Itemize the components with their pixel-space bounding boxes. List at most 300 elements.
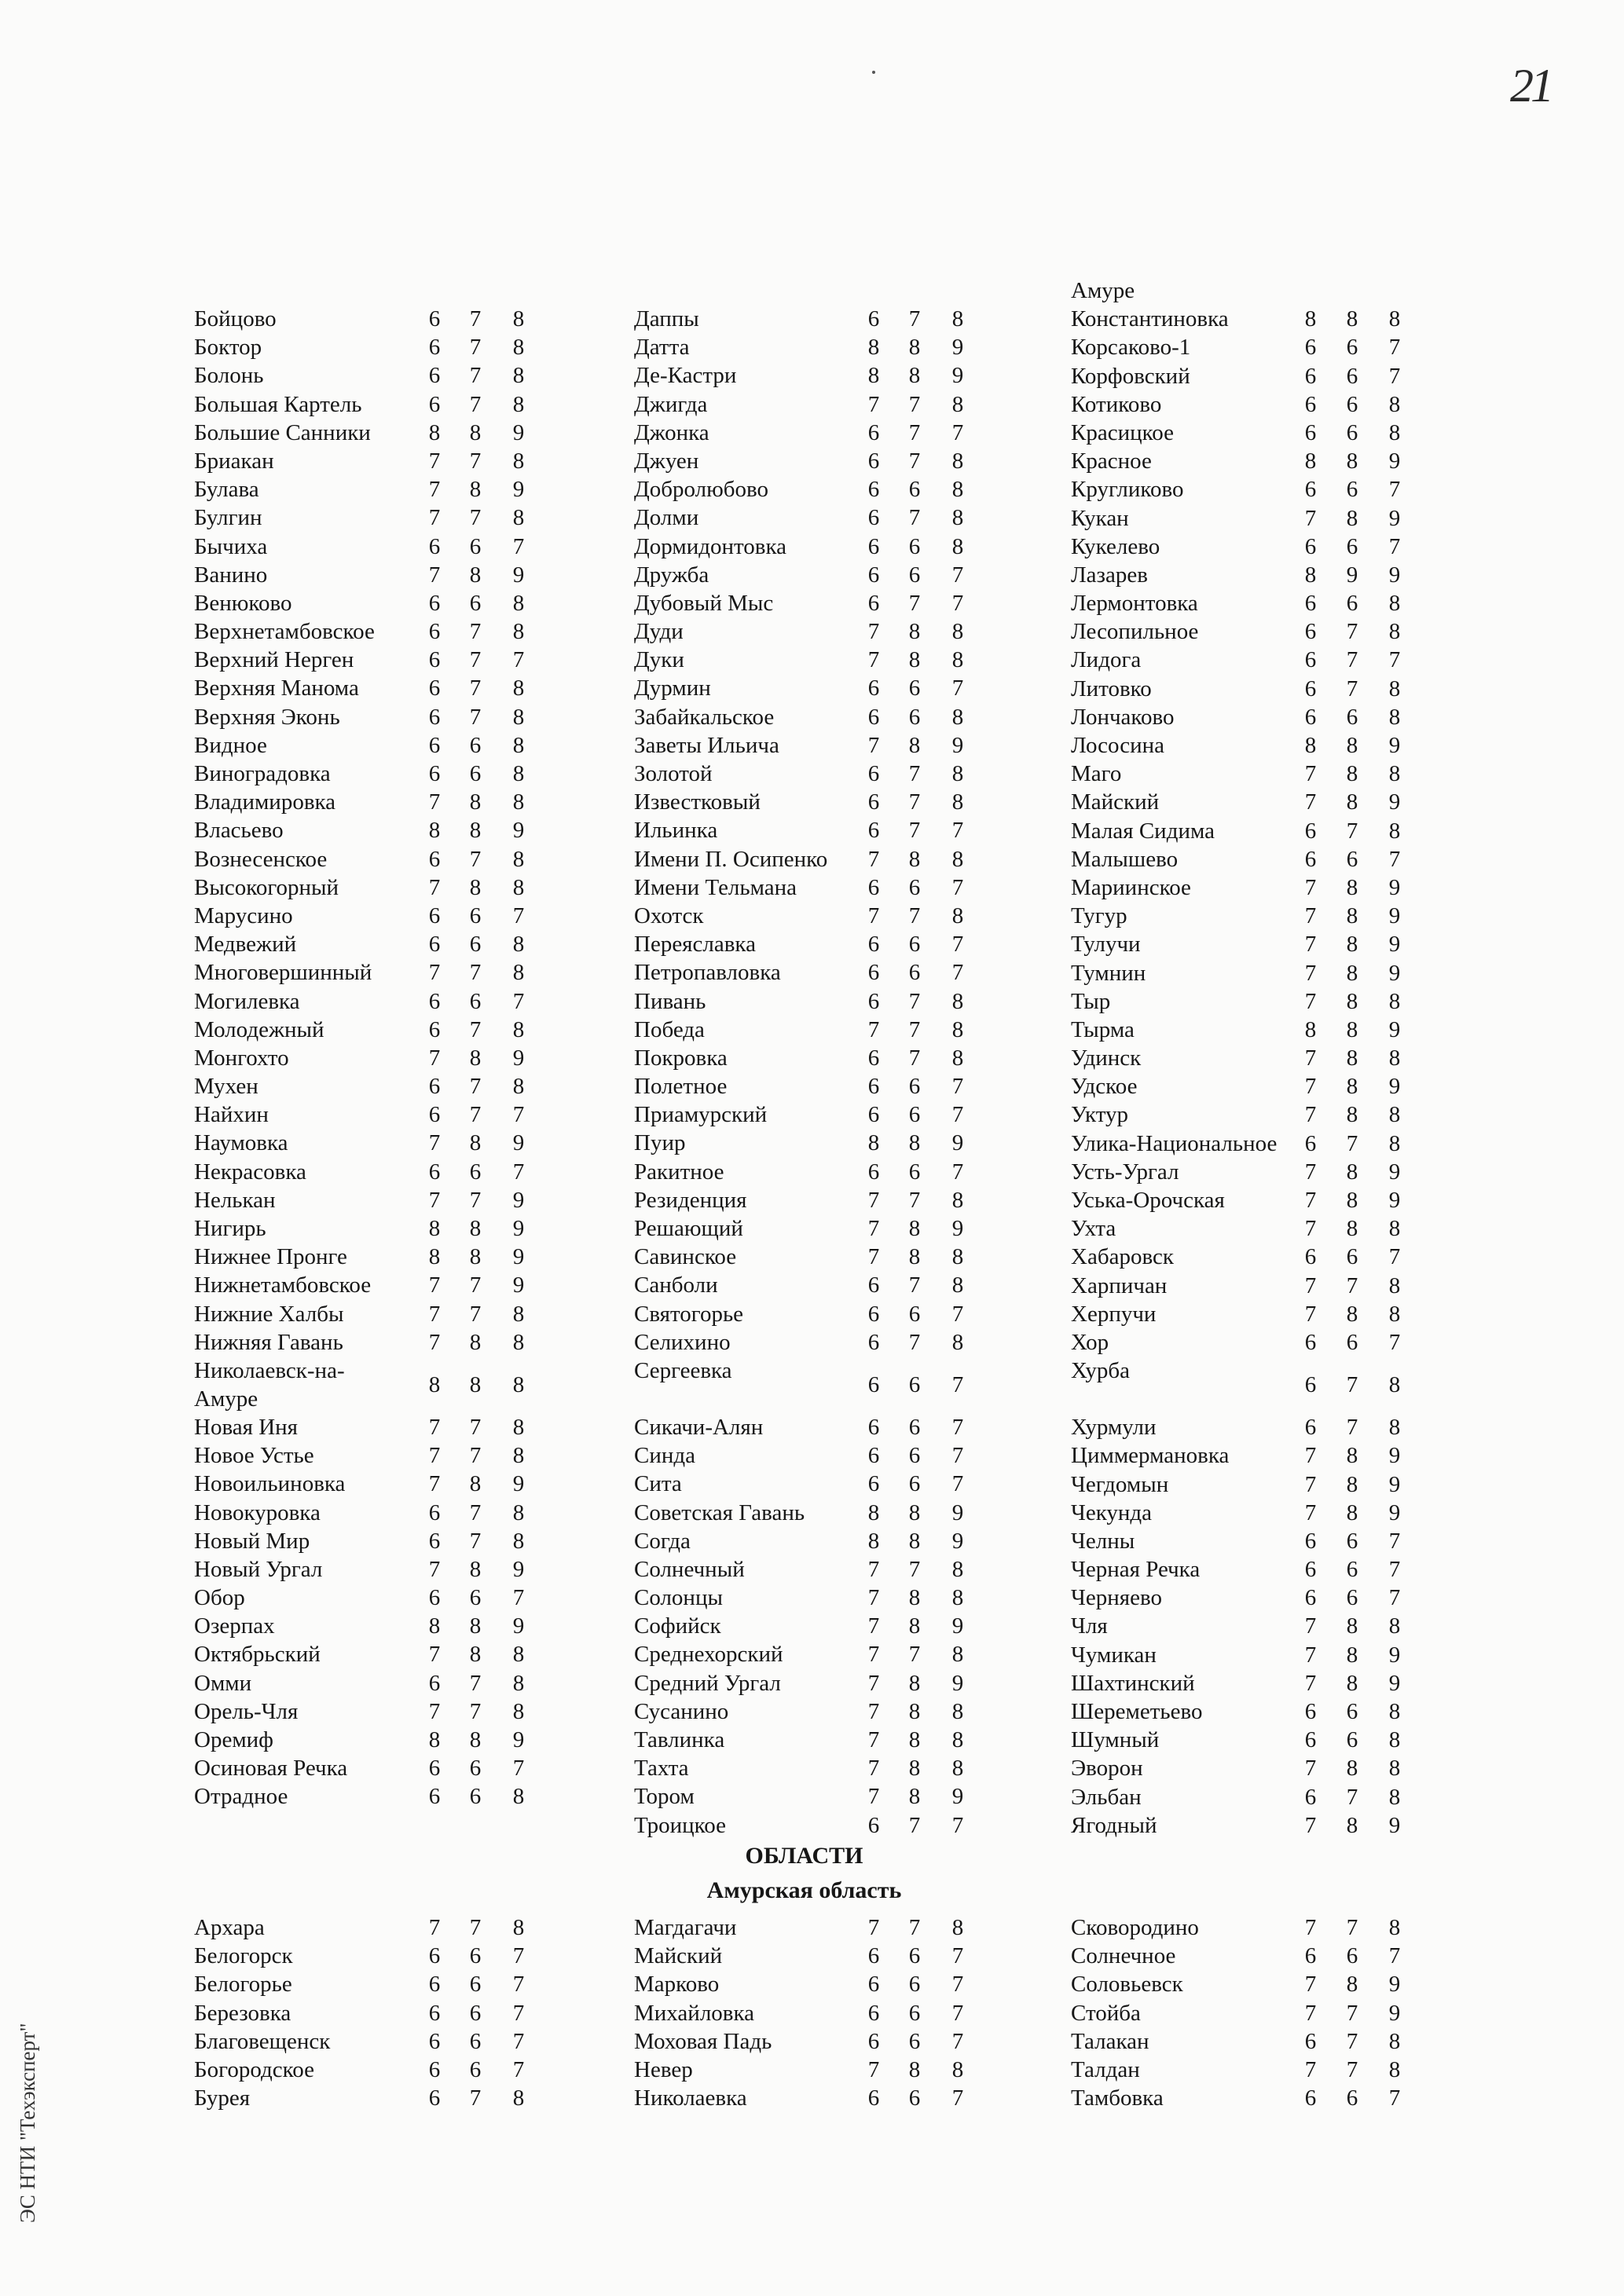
value-1: 7: [1304, 1074, 1317, 1100]
value-2: 6: [1346, 1585, 1358, 1611]
settlement-name: Троицкое: [634, 1812, 726, 1838]
value-2: 7: [908, 1016, 921, 1042]
settlement-name: Селихино: [634, 1329, 731, 1355]
value-3: 8: [512, 448, 525, 474]
value-3: 7: [951, 1074, 964, 1100]
value-3: 9: [1388, 932, 1401, 958]
value-2: 7: [469, 704, 482, 730]
value-2: 8: [1346, 449, 1358, 474]
value-3: 7: [1388, 1557, 1401, 1583]
settlement-name: Многовершинный: [194, 960, 372, 986]
settlement-name: Даппы: [634, 306, 699, 331]
value-1: 6: [1304, 846, 1317, 872]
value-3: 9: [1388, 1159, 1401, 1185]
value-2: 7: [908, 789, 921, 815]
value-2: 6: [1346, 335, 1358, 361]
value-1: 6: [1304, 1557, 1317, 1583]
settlement-name: Бычиха: [194, 533, 268, 559]
value-3: 9: [1388, 562, 1401, 588]
value-3: 9: [512, 1216, 525, 1241]
value-1: 8: [428, 1216, 441, 1241]
settlement-name: Имени П. Осипенко: [634, 846, 828, 872]
value-2: 6: [1346, 1557, 1358, 1583]
value-3: 8: [512, 1329, 525, 1355]
settlement-name: Чегдомын: [1071, 1471, 1169, 1497]
value-1: 6: [428, 1500, 441, 1525]
value-2: 7: [1346, 619, 1358, 645]
value-2: 8: [1346, 1301, 1358, 1327]
settlement-name: Бриакан: [194, 448, 274, 474]
value-3: 9: [951, 1528, 964, 1554]
value-3: 8: [1388, 419, 1401, 445]
settlement-name: Наумовка: [194, 1130, 288, 1156]
value-1: 6: [428, 391, 441, 417]
settlement-name: Власьево: [194, 818, 284, 844]
value-3: 8: [512, 932, 525, 958]
value-2: 7: [1346, 1915, 1358, 1940]
value-2: 8: [469, 1371, 482, 1397]
value-1: 7: [428, 1443, 441, 1469]
settlement-name: Известковый: [634, 789, 761, 815]
settlement-name: Могилевка: [194, 988, 300, 1014]
value-2: 6: [908, 1471, 921, 1497]
value-2: 7: [908, 306, 921, 331]
value-1: 6: [428, 1943, 441, 1969]
value-1: 7: [428, 1130, 441, 1156]
settlement-name: Константиновка: [1071, 306, 1229, 332]
value-1: 7: [1304, 932, 1317, 958]
value-2: 7: [908, 1045, 921, 1071]
value-2: 7: [469, 1500, 482, 1525]
value-2: 8: [469, 1045, 482, 1071]
settlement-name: Николаевск-на-Амуре: [194, 1357, 345, 1412]
value-1: 7: [867, 391, 880, 417]
value-1: 7: [1304, 1972, 1317, 1998]
settlement-name: Удское: [1071, 1074, 1138, 1100]
value-1: 6: [867, 1812, 880, 1838]
value-1: 7: [428, 1414, 441, 1440]
value-2: 7: [1346, 2056, 1358, 2082]
value-3: 9: [512, 818, 525, 844]
value-1: 6: [428, 676, 441, 701]
value-3: 7: [512, 533, 525, 559]
value-2: 6: [1346, 1943, 1358, 1969]
value-2: 8: [469, 1613, 482, 1639]
value-1: 6: [428, 619, 441, 645]
value-1: 8: [428, 1244, 441, 1270]
value-2: 6: [469, 1159, 482, 1185]
value-3: 8: [512, 590, 525, 616]
value-2: 6: [908, 704, 921, 730]
settlement-name: Белогорье: [194, 1972, 292, 1998]
value-3: 8: [512, 505, 525, 531]
settlement-name: Лазарев: [1071, 562, 1148, 588]
value-2: 8: [1346, 874, 1358, 900]
value-3: 7: [512, 988, 525, 1014]
settlement-name: Дормидонтовка: [634, 533, 786, 559]
settlement-name: Архара: [194, 1915, 265, 1940]
value-3: 8: [1388, 1756, 1401, 1782]
value-3: 8: [951, 704, 964, 730]
value-3: 8: [512, 1074, 525, 1100]
value-3: 8: [512, 1698, 525, 1724]
value-2: 6: [1346, 2085, 1358, 2111]
value-1: 6: [867, 761, 880, 786]
value-1: 6: [867, 1074, 880, 1100]
value-2: 7: [908, 419, 921, 445]
value-1: 6: [1304, 1528, 1317, 1554]
value-1: 7: [867, 1670, 880, 1696]
value-2: 8: [1346, 1613, 1358, 1639]
value-1: 6: [428, 732, 441, 758]
settlement-name: Октябрьский: [194, 1642, 321, 1668]
value-3: 8: [512, 732, 525, 758]
settlement-name: Уктур: [1071, 1102, 1128, 1128]
value-1: 7: [428, 1301, 441, 1327]
settlement-name: Синда: [634, 1443, 696, 1469]
value-3: 9: [1388, 903, 1401, 929]
value-3: 7: [951, 818, 964, 844]
value-2: 7: [469, 676, 482, 701]
value-2: 6: [1346, 704, 1358, 730]
value-1: 7: [428, 1187, 441, 1213]
settlement-name: Булгин: [194, 505, 262, 531]
settlement-name: Лидога: [1071, 647, 1142, 673]
value-3: 8: [1388, 306, 1401, 332]
value-1: 6: [867, 562, 880, 588]
settlement-name: Владимировка: [194, 789, 336, 815]
value-3: 8: [951, 1698, 964, 1724]
value-2: 8: [908, 1727, 921, 1752]
value-2: 7: [469, 306, 482, 331]
value-3: 8: [1388, 761, 1401, 787]
value-3: 9: [951, 1784, 964, 1810]
value-3: 7: [1388, 335, 1401, 361]
value-3: 8: [951, 533, 964, 559]
value-2: 8: [908, 1670, 921, 1696]
value-2: 7: [469, 647, 482, 673]
value-1: 6: [428, 335, 441, 361]
section-title: ОБЛАСТИ: [745, 1843, 863, 1869]
value-2: 6: [908, 932, 921, 958]
value-3: 8: [951, 391, 964, 417]
value-2: 8: [469, 1556, 482, 1582]
value-1: 6: [867, 1972, 880, 1998]
settlement-name: Улика-Национальное: [1071, 1130, 1278, 1156]
value-2: 8: [1346, 1443, 1358, 1469]
value-1: 7: [1304, 903, 1317, 929]
value-2: 6: [908, 533, 921, 559]
value-3: 8: [951, 1329, 964, 1355]
settlement-name: Солонцы: [634, 1585, 723, 1611]
settlement-name: Корфовский: [1071, 363, 1190, 389]
value-2: 8: [908, 1784, 921, 1810]
settlement-name: Марково: [634, 1972, 720, 1998]
value-3: 8: [512, 1915, 525, 1940]
value-2: 8: [908, 1613, 921, 1639]
settlement-name: Дубовый Мыс: [634, 590, 774, 616]
value-1: 7: [867, 2056, 880, 2082]
settlement-name: Булава: [194, 477, 259, 503]
value-1: 6: [1304, 1727, 1317, 1753]
value-1: 8: [1304, 562, 1317, 588]
value-2: 8: [469, 789, 482, 815]
settlement-name: Талдан: [1071, 2056, 1140, 2082]
settlement-name: Амуре: [1071, 278, 1135, 303]
value-3: 9: [951, 732, 964, 758]
value-3: 8: [512, 1016, 525, 1042]
value-1: 6: [428, 1670, 441, 1696]
settlement-name: Среднехорский: [634, 1642, 783, 1668]
value-1: 6: [867, 1943, 880, 1969]
value-3: 9: [512, 1471, 525, 1497]
value-3: 9: [1388, 1471, 1401, 1497]
value-2: 8: [469, 1727, 482, 1752]
value-2: 8: [1346, 733, 1358, 758]
value-3: 8: [951, 1642, 964, 1668]
settlement-name: Решающий: [634, 1216, 743, 1241]
settlement-name: Соловьевск: [1071, 1972, 1183, 1998]
value-2: 8: [1346, 1016, 1358, 1042]
value-2: 7: [1346, 1273, 1358, 1298]
settlement-name: Новый Ургал: [194, 1556, 323, 1582]
value-3: 8: [512, 2085, 525, 2111]
value-1: 6: [1304, 533, 1317, 559]
value-1: 6: [1304, 2028, 1317, 2054]
subsection-title: Амурская область: [706, 1877, 902, 1903]
settlement-name: Большие Санники: [194, 419, 371, 445]
value-3: 9: [1388, 449, 1401, 474]
settlement-name: Пуир: [634, 1130, 686, 1156]
value-2: 8: [1346, 1670, 1358, 1696]
settlement-name: Лончаково: [1071, 704, 1175, 730]
value-1: 7: [1304, 789, 1317, 815]
settlement-name: Озерпах: [194, 1613, 275, 1639]
value-1: 7: [867, 1642, 880, 1668]
settlement-name: Магдагачи: [634, 1915, 737, 1940]
value-3: 8: [1388, 1613, 1401, 1639]
settlement-name: Литовко: [1071, 676, 1152, 701]
value-3: 8: [512, 1443, 525, 1469]
value-2: 7: [908, 1187, 921, 1213]
value-3: 7: [1388, 647, 1401, 673]
value-2: 7: [469, 1074, 482, 1100]
value-1: 7: [1304, 1613, 1317, 1639]
settlement-name: Новокуровка: [194, 1500, 321, 1525]
settlement-name: Тулучи: [1071, 932, 1141, 958]
settlement-name: Омми: [194, 1670, 252, 1696]
value-2: 7: [1346, 1130, 1358, 1156]
value-3: 8: [951, 789, 964, 815]
value-3: 8: [1388, 1699, 1401, 1724]
value-2: 6: [1346, 1528, 1358, 1554]
settlement-name: Оремиф: [194, 1727, 273, 1752]
value-2: 7: [908, 1329, 921, 1355]
settlement-name: Резиденция: [634, 1187, 747, 1213]
value-1: 7: [1304, 1216, 1317, 1242]
value-1: 7: [1304, 1471, 1317, 1497]
value-1: 6: [428, 1528, 441, 1554]
value-3: 9: [951, 1216, 964, 1241]
value-1: 6: [867, 1443, 880, 1469]
value-3: 8: [1388, 818, 1401, 844]
value-3: 8: [951, 647, 964, 673]
value-2: 8: [908, 732, 921, 758]
value-1: 7: [1304, 1273, 1317, 1298]
value-2: 6: [469, 1585, 482, 1611]
value-3: 7: [951, 1159, 964, 1185]
value-2: 6: [1346, 1699, 1358, 1724]
value-2: 8: [1346, 960, 1358, 986]
value-1: 6: [428, 704, 441, 730]
value-1: 7: [867, 1585, 880, 1611]
settlement-name: Херпучи: [1071, 1301, 1157, 1327]
value-2: 8: [1346, 1074, 1358, 1100]
settlement-name: Маго: [1071, 761, 1122, 787]
value-1: 6: [428, 647, 441, 673]
value-1: 7: [867, 1727, 880, 1752]
settlement-name: Тугур: [1071, 903, 1127, 929]
value-1: 8: [428, 1727, 441, 1752]
settlement-name: Вознесенское: [194, 846, 328, 872]
value-1: 8: [867, 363, 880, 389]
value-1: 6: [867, 477, 880, 503]
value-1: 7: [867, 1016, 880, 1042]
value-3: 8: [512, 335, 525, 361]
settlement-name: Верхняя Эконь: [194, 704, 340, 730]
value-2: 6: [469, 1756, 482, 1782]
value-3: 8: [512, 1670, 525, 1696]
value-3: 7: [1388, 1585, 1401, 1611]
value-3: 7: [512, 1585, 525, 1611]
value-1: 7: [867, 732, 880, 758]
value-3: 7: [512, 903, 525, 928]
value-1: 6: [867, 704, 880, 730]
settlement-name: Отрадное: [194, 1784, 288, 1810]
value-2: 6: [1346, 477, 1358, 503]
value-3: 8: [512, 704, 525, 730]
value-2: 8: [469, 1216, 482, 1241]
value-1: 6: [1304, 619, 1317, 645]
value-3: 8: [512, 1500, 525, 1525]
value-1: 7: [1304, 1159, 1317, 1185]
settlement-name: Переяславка: [634, 932, 756, 958]
settlement-name: Хурба: [1071, 1358, 1131, 1384]
value-1: 6: [428, 761, 441, 786]
value-2: 7: [469, 391, 482, 417]
value-2: 6: [908, 960, 921, 986]
settlement-name: Кругликово: [1071, 477, 1184, 503]
settlement-name: Сковородино: [1071, 1915, 1199, 1940]
value-1: 6: [867, 1045, 880, 1071]
value-2: 7: [469, 505, 482, 531]
value-1: 7: [428, 1045, 441, 1071]
settlement-name: Дуки: [634, 647, 684, 673]
settlement-name: Циммермановка: [1071, 1443, 1230, 1469]
value-3: 8: [512, 1371, 525, 1397]
value-2: 7: [908, 1642, 921, 1668]
value-3: 8: [951, 1915, 964, 1940]
value-1: 8: [428, 818, 441, 844]
value-2: 7: [469, 619, 482, 645]
value-2: 8: [1346, 1500, 1358, 1525]
value-3: 9: [951, 363, 964, 389]
value-3: 7: [951, 419, 964, 445]
value-2: 7: [908, 448, 921, 474]
value-3: 8: [512, 1301, 525, 1327]
settlement-name: Савинское: [634, 1244, 737, 1270]
value-2: 6: [908, 2028, 921, 2054]
value-1: 6: [867, 2085, 880, 2111]
value-2: 8: [1346, 789, 1358, 815]
value-2: 8: [1346, 1642, 1358, 1668]
settlement-name: Ягодный: [1071, 1812, 1157, 1838]
settlement-name: Ванино: [194, 562, 268, 588]
value-2: 6: [1346, 391, 1358, 417]
value-3: 7: [1388, 846, 1401, 872]
settlement-name: Орель-Чля: [194, 1698, 299, 1724]
settlement-name: Заветы Ильича: [634, 732, 779, 758]
settlement-name: Де-Кастри: [634, 363, 737, 389]
value-1: 6: [867, 2028, 880, 2054]
value-2: 7: [469, 335, 482, 361]
settlement-name: Шумный: [1071, 1727, 1160, 1753]
settlement-name: Нигирь: [194, 1216, 266, 1241]
settlement-name: Мариинское: [1071, 874, 1191, 900]
settlement-name: Бойцово: [194, 306, 277, 331]
settlement-name: Березовка: [194, 2000, 291, 2026]
value-2: 6: [908, 1159, 921, 1185]
value-3: 8: [1388, 704, 1401, 730]
value-1: 7: [428, 1642, 441, 1668]
value-2: 6: [908, 1972, 921, 1998]
value-1: 7: [1304, 1915, 1317, 1940]
value-3: 7: [512, 1972, 525, 1998]
value-1: 6: [867, 874, 880, 900]
value-1: 6: [428, 306, 441, 331]
value-3: 8: [951, 1273, 964, 1298]
value-1: 6: [1304, 1329, 1317, 1355]
settlement-name: Корсаково-1: [1071, 335, 1191, 361]
settlement-name: Добролюбово: [634, 477, 769, 503]
value-1: 7: [867, 1556, 880, 1582]
settlement-name: Черняево: [1071, 1585, 1162, 1611]
value-1: 7: [428, 477, 441, 503]
value-3: 8: [512, 1528, 525, 1554]
settlement-name: Шереметьево: [1071, 1699, 1203, 1724]
value-3: 8: [512, 391, 525, 417]
value-1: 7: [428, 448, 441, 474]
value-1: 7: [1304, 988, 1317, 1014]
value-2: 7: [1346, 647, 1358, 673]
side-stamp: ЭС НТИ "Техэксперт": [16, 2023, 39, 2223]
value-3: 8: [512, 619, 525, 645]
settlement-name: Ухта: [1071, 1216, 1116, 1242]
value-3: 9: [512, 419, 525, 445]
value-1: 7: [428, 960, 441, 986]
value-1: 6: [1304, 591, 1317, 617]
settlement-name: Малышево: [1071, 846, 1179, 872]
value-2: 7: [469, 1187, 482, 1213]
value-2: 8: [908, 619, 921, 645]
value-1: 6: [1304, 477, 1317, 503]
value-2: 7: [469, 1016, 482, 1042]
value-2: 6: [469, 988, 482, 1014]
value-2: 6: [1346, 846, 1358, 872]
value-1: 8: [1304, 449, 1317, 474]
settlement-name: Благовещенск: [194, 2028, 331, 2054]
value-3: 7: [1388, 2085, 1401, 2111]
